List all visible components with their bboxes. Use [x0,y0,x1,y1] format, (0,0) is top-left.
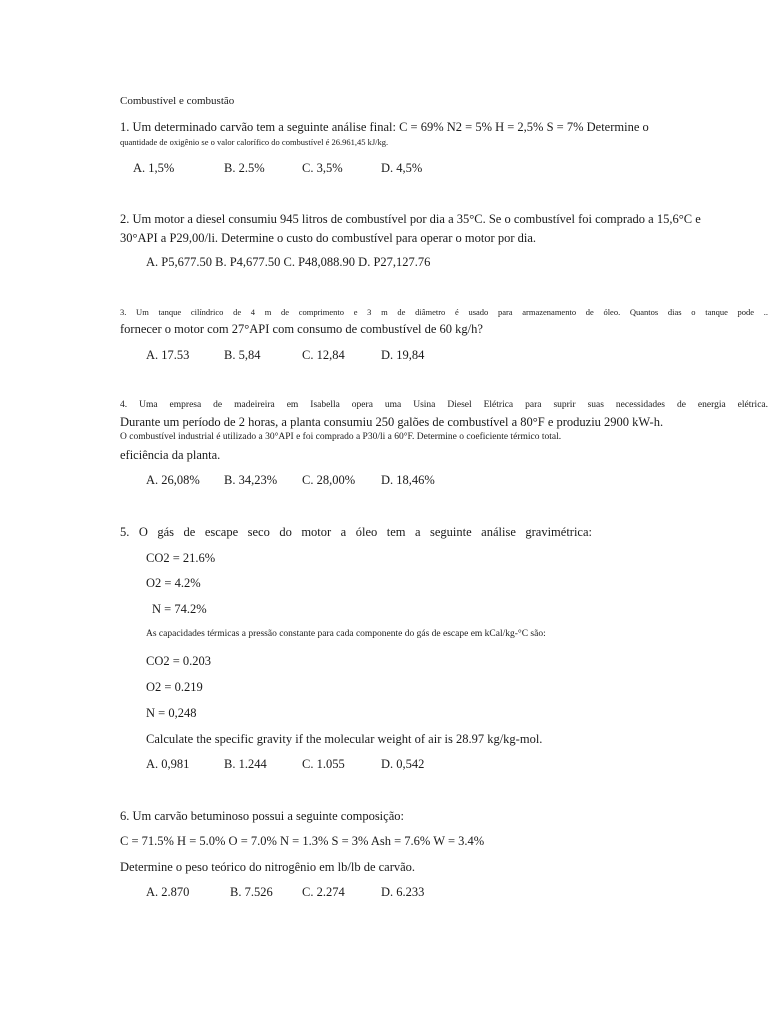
q1-option-d: D. 4,5% [381,161,423,175]
q5-co2-capacity: CO2 = 0.203 [146,654,212,668]
q4-text-line3: O combustível industrial é utilizado a 30°API e foi comprado a P30/li a 60°F. Determine o coeficiente térmico total. [120,432,562,442]
q6-option-b: B. 7.526 [230,885,273,899]
q5-option-a: A. 0,981 [146,757,190,771]
q1-option-a: A. 1,5% [133,161,175,175]
q6-composition: C = 71.5% H = 5.0% O = 7.0% N = 1.3% S = 3% Ash = 7.6% W = 3.4% [120,834,485,848]
document-title: Combustível e combustão [120,95,235,107]
q3-text-line2: fornecer o motor com 27°API com consumo de combustível de 60 kg/h? [120,322,483,336]
q1-option-c: C. 3,5% [302,161,343,175]
q6-option-c: C. 2.274 [302,885,345,899]
q4-option-c: C. 28,00% [302,473,356,487]
q3-text-line1: 3. Um tanque cilíndrico de 4 m de comprimento e 3 m de diâmetro é usado para armazenamento de óleo. Quantos dias o tanque pode .. [120,307,768,317]
q2-options: A. P5,677.50 B. P4,677.50 C. P48,088.90 D. P27,127.76 [146,255,431,269]
q4-text-line4: eficiência da planta. [120,448,221,462]
q5-option-b: B. 1.244 [224,757,267,771]
q3-option-c: C. 12,84 [302,348,345,362]
q5-n-fraction: N = 74.2% [152,602,207,616]
q6-text-line3: Determine o peso teórico do nitrogênio em lb/lb de carvão. [120,860,416,874]
q4-option-a: A. 26,08% [146,473,200,487]
q4-option-d: D. 18,46% [381,473,435,487]
q1-text-line1: 1. Um determinado carvão tem a seguinte análise final: C = 69% N2 = 5% H = 2,5% S = 7% Determine o [120,120,649,134]
q5-calculate-text: Calculate the specific gravity if the molecular weight of air is 28.97 kg/kg-mol. [146,732,543,746]
q4-text-line1: 4. Uma empresa de madeireira em Isabella opera uma Usina Diesel Elétrica para suprir suas necessidades de energia elétrica. [120,400,768,410]
q3-option-d: D. 19,84 [381,348,425,362]
q6-text-line1: 6. Um carvão betuminoso possui a seguinte composição: [120,809,404,823]
q6-option-a: A. 2.870 [146,885,190,899]
q5-o2-capacity: O2 = 0.219 [146,680,203,694]
q4-option-b: B. 34,23% [224,473,278,487]
q5-heat-capacity-text: As capacidades térmicas a pressão constante para cada componente do gás de escape em kCal/kg-°C são: [146,629,546,639]
q1-text-line2: quantidade de oxigênio se o valor calorífico do combustível é 26.961,45 kJ/kg. [120,137,389,147]
q4-text-line2: Durante um período de 2 horas, a planta consumiu 250 galões de combustível a 80°F e produziu 2900 kW-h. [120,415,664,429]
q1-option-b: B. 2.5% [224,161,265,175]
q5-option-d: D. 0,542 [381,757,425,771]
q3-option-a: A. 17.53 [146,348,190,362]
q2-text-line1: 2. Um motor a diesel consumiu 945 litros de combustível por dia a 35°C. Se o combustível foi comprado a 15,6°C e [120,212,701,226]
q6-option-d: D. 6.233 [381,885,425,899]
q3-option-b: B. 5,84 [224,348,261,362]
q2-text-line2: 30°API a P29,00/li. Determine o custo do combustível para operar o motor por dia. [120,231,537,245]
q5-option-c: C. 1.055 [302,757,345,771]
q5-text-line1: 5. O gás de escape seco do motor a óleo tem a seguinte análise gravimétrica: [120,525,592,539]
q5-o2-fraction: O2 = 4.2% [146,576,201,590]
q5-n-capacity: N = 0,248 [146,706,197,720]
q5-co2-fraction: CO2 = 21.6% [146,551,216,565]
